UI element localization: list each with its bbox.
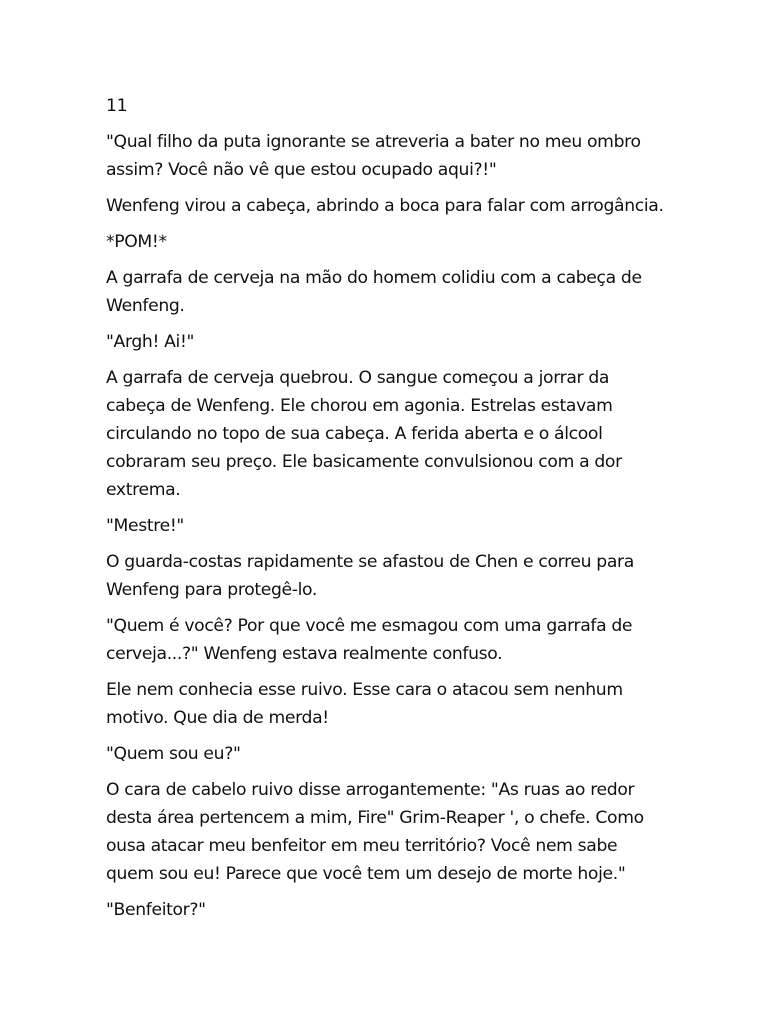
paragraph: "Mestre!" [106, 516, 184, 536]
paragraph: Wenfeng virou a cabeça, abrindo a boca para falar com arrogância. [106, 196, 664, 216]
paragraph: *POM!* [106, 232, 167, 252]
paragraph: "Argh! Ai!" [106, 332, 195, 352]
paragraph: "Benfeitor?" [106, 900, 206, 920]
paragraph: "Quem sou eu?" [106, 744, 241, 764]
paragraph: "Qual filho da puta ignorante se atreveria a bater no meu ombro assim? Você não vê que estou ocupado aqui?!" [106, 132, 641, 180]
paragraph: Ele nem conhecia esse ruivo. Esse cara o atacou sem nenhum motivo. Que dia de merda! [106, 680, 623, 728]
paragraph: O cara de cabelo ruivo disse arrogantemente: "As ruas ao redor desta área pertencem a mim, Fire" Grim-Reaper ', o chefe. Como ousa atacar meu benfeitor em meu território? Você nem sabe quem sou eu! Parece que você tem um desejo de morte hoje." [106, 780, 644, 884]
paragraph: O guarda-costas rapidamente se afastou de Chen e correu para Wenfeng para protegê-lo. [106, 552, 634, 600]
page-number: 11 [106, 96, 128, 116]
document-body [106, 92, 666, 932]
paragraph: A garrafa de cerveja quebrou. O sangue começou a jorrar da cabeça de Wenfeng. Ele chorou em agonia. Estrelas estavam circulando no topo de sua cabeça. A ferida aberta e o álcool cobraram seu preço. Ele basicamente convulsionou com a dor extrema. [106, 368, 622, 500]
paragraph: "Quem é você? Por que você me esmagou com uma garrafa de cerveja...?" Wenfeng estava realmente confuso. [106, 616, 633, 664]
paragraph: A garrafa de cerveja na mão do homem colidiu com a cabeça de Wenfeng. [106, 268, 642, 316]
